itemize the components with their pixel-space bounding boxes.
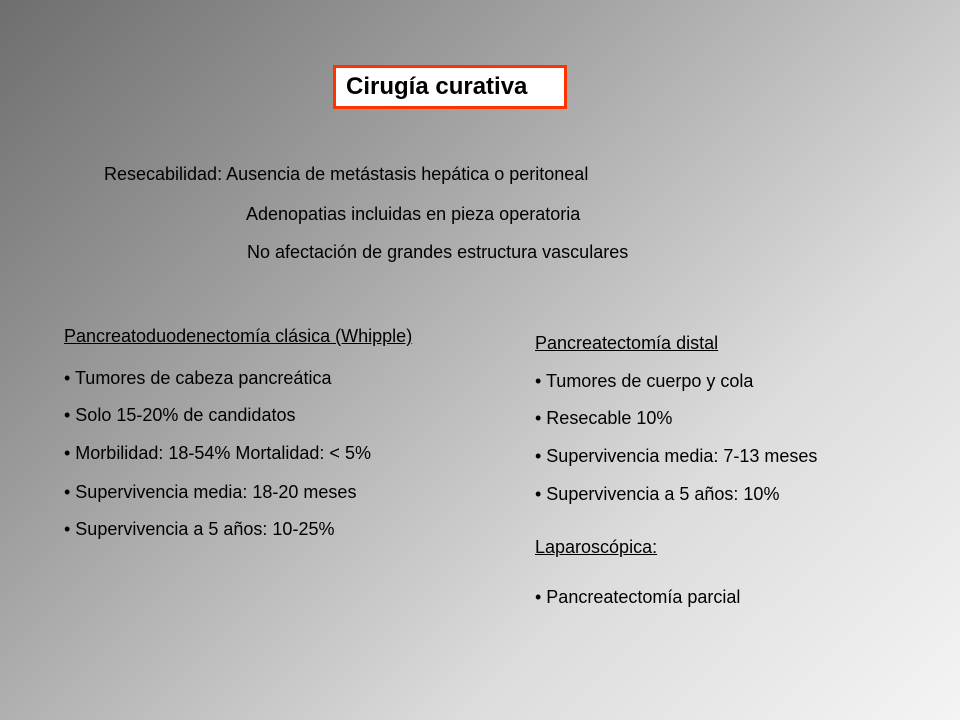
whipple-item-3: • Morbilidad: 18-54% Mortalidad: < 5%: [64, 443, 371, 463]
distal-item-2: • Resecable 10%: [535, 408, 673, 428]
whipple-item-5: • Supervivencia a 5 años: 10-25%: [64, 519, 335, 539]
resecabilidad-criterion-2: Adenopatias incluidas en pieza operatoria: [246, 204, 581, 224]
distal-item-4: • Supervivencia a 5 años: 10%: [535, 484, 780, 504]
slide-title: Cirugía curativa: [346, 73, 528, 100]
distal-heading: Pancreatectomía distal: [535, 333, 719, 353]
laparoscopica-item-1: • Pancreatectomía parcial: [535, 587, 741, 607]
whipple-item-1: • Tumores de cabeza pancreática: [64, 368, 332, 388]
resecabilidad-criterion-3: No afectación de grandes estructura vasculares: [247, 242, 629, 262]
title-box: [333, 65, 567, 109]
whipple-heading: Pancreatoduodenectomía clásica (Whipple): [64, 326, 413, 346]
distal-item-1: • Tumores de cuerpo y cola: [535, 371, 754, 391]
distal-item-3: • Supervivencia media: 7-13 meses: [535, 446, 818, 466]
whipple-item-4: • Supervivencia media: 18-20 meses: [64, 482, 357, 502]
whipple-item-2: • Solo 15-20% de candidatos: [64, 405, 296, 425]
laparoscopica-heading: Laparoscópica:: [535, 537, 658, 557]
resecabilidad-criterion-1: Ausencia de metástasis hepática o peritoneal: [226, 164, 589, 184]
resecabilidad-line-1: [104, 164, 588, 184]
resecabilidad-label: Resecabilidad:: [104, 164, 227, 184]
